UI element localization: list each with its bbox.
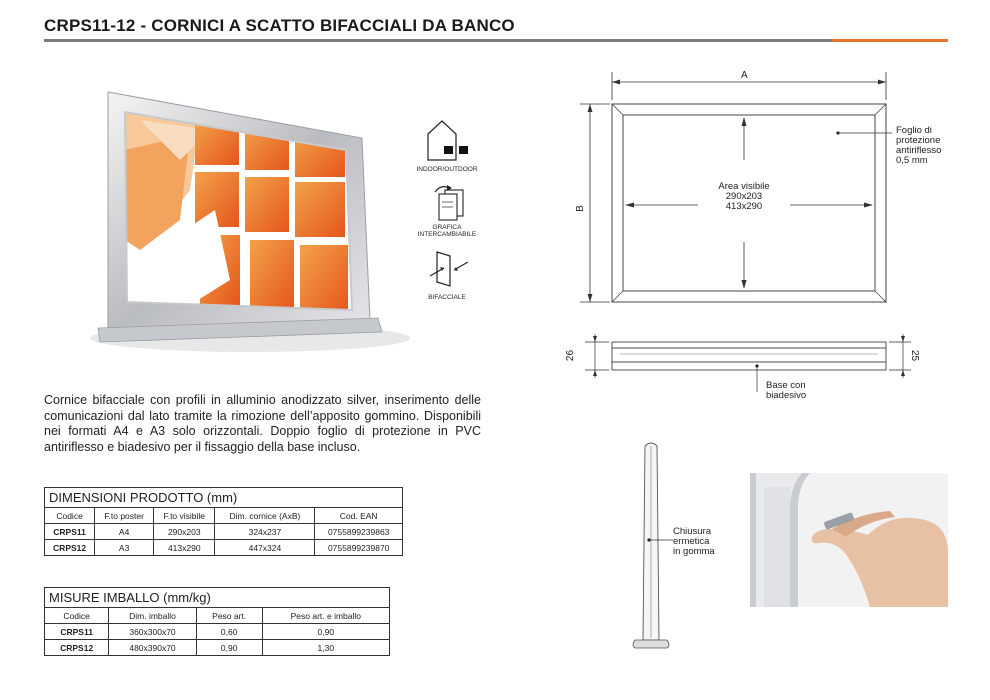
dimension-26-label: 26 — [565, 349, 577, 362]
title-rule — [44, 39, 832, 42]
interchangeable-graphic-label: GRAFICA INTERCAMBIABILE — [417, 224, 477, 238]
table-header-row — [45, 608, 390, 624]
column-header: Peso art. — [196, 608, 262, 624]
column-header: Peso art. e imballo — [262, 608, 389, 624]
table-row: CRPS11 A4 290x203 324x237 0755899239863 — [45, 524, 403, 540]
indoor-outdoor-icon — [422, 118, 472, 164]
base-adhesive-callout: Base con biadesivo — [766, 380, 807, 401]
interchangeable-graphic-feature — [410, 182, 484, 238]
page-title: CRPS11-12 - CORNICI A SCATTO BIFACCIALI DA BANCO — [44, 16, 515, 35]
title-accent-rule — [832, 39, 948, 42]
product-dimensions-table — [44, 487, 403, 556]
table-row: CRPS12 A3 413x290 447x324 0755899239870 — [45, 540, 403, 556]
product-description: Cornice bifacciale con profili in alluminio anodizzato silver, inserimento delle comunicazioni dal lato tramite la rimozione dell’apposito gommino. Disponibili nei formati A4 e A3 solo orizzontali. Doppio foglio di protezione in PVC antiriflesso e biadesivo per il fissaggio della base incluso. — [44, 393, 481, 454]
table-row: CRPS12 480x390x70 0,90 1,30 — [45, 640, 390, 656]
column-header: Codice — [45, 508, 95, 524]
dimension-a-label: A — [741, 70, 748, 81]
dimension-25-label: 25 — [909, 349, 921, 362]
packaging-table — [44, 587, 390, 656]
product-table-caption: DIMENSIONI PRODOTTO (mm) — [45, 488, 403, 508]
column-header: F.to visibile — [154, 508, 215, 524]
indoor-outdoor-feature — [410, 118, 484, 173]
double-sided-icon — [422, 246, 472, 292]
indoor-outdoor-label: INDOOR/OUTDOOR — [416, 166, 478, 173]
column-header: Cod. EAN — [315, 508, 403, 524]
table-row: CRPS11 360x300x70 0,60 0,90 — [45, 624, 390, 640]
technical-drawing-profile — [565, 330, 935, 405]
column-header: Dim. imballo — [109, 608, 196, 624]
visible-area-size-a3: 413x290 — [725, 201, 763, 212]
visible-area-text — [700, 182, 788, 212]
table-header-row — [45, 508, 403, 524]
column-header: Codice — [45, 608, 109, 624]
protection-sheet-callout: Foglio di protezione antiriflesso 0,5 mm — [896, 125, 942, 166]
packaging-table-caption: MISURE IMBALLO (mm/kg) — [45, 588, 390, 608]
visible-area-size-a4: 290x203 — [725, 191, 763, 202]
product-photo — [40, 80, 410, 360]
dimension-b-label: B — [574, 205, 586, 212]
visible-area-label: Area visibile — [718, 181, 770, 192]
column-header: Dim. cornice (AxB) — [215, 508, 315, 524]
column-header: F.to poster — [95, 508, 154, 524]
closure-detail-photo — [750, 473, 948, 607]
closure-gasket-callout: Chiusura ermetica in gomma — [673, 526, 715, 557]
double-sided-feature — [410, 246, 484, 301]
double-sided-label: BIFACCIALE — [428, 294, 466, 301]
interchangeable-graphic-icon — [425, 182, 469, 222]
